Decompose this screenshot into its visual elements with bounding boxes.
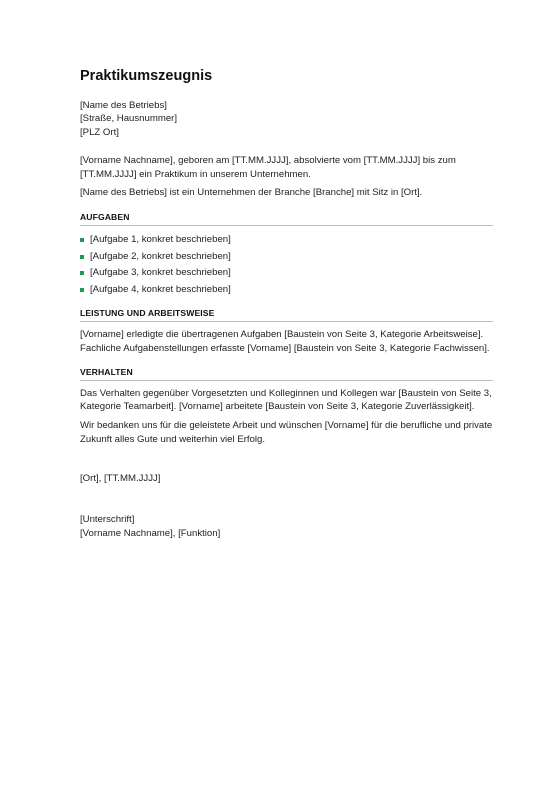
section-heading-tasks: AUFGABEN [80,212,493,226]
task-text: [Aufgabe 2, konkret beschrieben] [90,250,231,262]
closing-paragraph: Wir bedanken uns für die geleistete Arbeit und wünschen [Vorname] für die berufliche und private Zukunft alles Gute und weiterhin viel Erfolg. [80,420,493,445]
task-list [80,232,493,298]
behavior-paragraph: Das Verhalten gegenüber Vorgesetzten und Kolleginnen und Kollegen war [Baustein von Seite 3, Kategorie Teamarbeit]. [Vorname] arbeitete [Baustein von Seite 3, Kategorie Zuverlässigkeit]. [80,387,492,413]
signature-block [80,513,493,540]
section-heading-behavior: VERHALTEN [80,367,493,381]
list-item [80,282,493,298]
bullet-icon [80,288,84,292]
task-text: [Aufgabe 4, konkret beschrieben] [90,283,231,295]
task-text: [Aufgabe 1, konkret beschrieben] [90,234,231,246]
list-item [80,249,493,265]
document-title: Praktikumszeugnis [80,68,213,84]
place-date: [Ort], [TT.MM.JJJJ] [80,472,161,484]
task-text: [Aufgabe 3, konkret beschrieben] [90,267,231,279]
address-street: [Straße, Hausnummer] [80,113,178,125]
company-address [80,99,493,139]
signature-line: [Unterschrift] [80,514,135,526]
address-company-name: [Name des Betriebs] [80,100,167,111]
company-paragraph: [Name des Betriebs] ist ein Unternehmen der Branche [Branche] mit Sitz in [Ort]. [80,187,423,199]
list-item [80,232,493,248]
address-city: [PLZ Ort] [80,126,119,138]
intro-paragraph: [Vorname Nachname], geboren am [TT.MM.JJJJ], absolvierte vom [TT.MM.JJJJ] bis zum [TT.MM.JJJJ] ein Praktikum in unserem Unternehmen. [80,154,456,180]
bullet-icon [80,238,84,242]
list-item [80,265,493,281]
section-heading-performance: LEISTUNG UND ARBEITSWEISE [80,308,493,322]
certificate-document [80,66,493,540]
bullet-icon [80,271,84,275]
performance-paragraph: [Vorname] erledigte die übertragenen Aufgaben [Baustein von Seite 3, Kategorie Arbeitsweise]. Fachliche Aufgabenstellungen erfasste [Vorname] [Baustein von Seite 3, Kategorie Fachwissen]. [80,328,490,354]
bullet-icon [80,255,84,259]
signer-name: [Vorname Nachname], [Funktion] [80,527,221,539]
